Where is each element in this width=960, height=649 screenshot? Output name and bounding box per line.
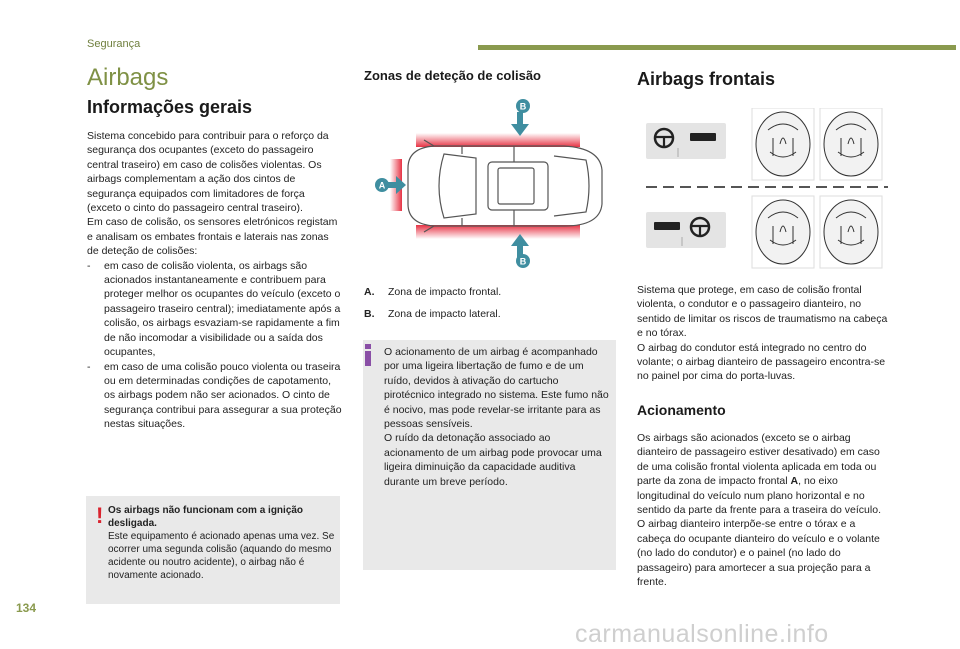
frontal-text xyxy=(637,283,892,384)
badge-b-top-label: B xyxy=(519,101,527,112)
side-impact-zone-top xyxy=(416,133,580,147)
warning-icon: ! xyxy=(96,503,104,528)
car-impact-zones-diagram xyxy=(364,96,619,271)
info-text xyxy=(384,345,610,489)
activation-text xyxy=(637,431,892,589)
general-text xyxy=(87,129,342,432)
bullet-text: em caso de colisão violenta, os airbags são acionados instantaneamente e contribuem para proteger melhor os ocupantes do veículo (exceto o passageiro traseiro central); imediatamente após a colisão, os airbags esvaziam-se rapidamente a fim de não incomodar a visibilidade ou a saída dos ocupantes, xyxy=(104,259,341,359)
zone-a-reference: A xyxy=(790,475,799,488)
info-icon xyxy=(365,344,371,366)
header-rule xyxy=(478,45,956,50)
info-paragraph-2: O ruído da detonação associado ao acionamento de um airbag pode provocar uma ligeira diminuição da capacidade auditiva durante um breve período. xyxy=(384,432,602,488)
list-item: - em caso de colisão violenta, os airbags são acionados instantaneamente e contribuem para proteger melhor os ocupantes do veículo (exceto o passageiro traseiro central); imediatamente após a colisão, os airbags esvaziam-se rapidamente a fim de não incomodar a visibilidade ou a saída dos ocupantes, xyxy=(87,259,341,359)
side-impact-zone-bottom xyxy=(416,225,580,239)
frontal-airbags-diagram xyxy=(640,108,890,270)
frontal-paragraph-1: Sistema que protege, em caso de colisão frontal violenta, o condutor e o passageiro dianteiro, no sentido de limitar os riscos de traumatismo na cabeça e no tórax. xyxy=(637,284,888,340)
badge-a-label: A xyxy=(378,180,386,191)
section-label: Segurança xyxy=(87,38,141,50)
activation-text-start: Os airbags são acionados (exceto se o airbag dianteiro de passageiro estiver desativado) em caso de uma colisão frontal violenta aplicada em toda ou parte da zona de impacto frontal xyxy=(637,432,880,488)
info-paragraph-1: O acionamento de um airbag é acompanhado por uma ligeira libertação de fumo e de um ruído, devidos à ativação do cartucho pirotécnico integrado no sistema. Este fumo não é nocivo, mas pode revelar-se irritante para as pessoas sensíveis. xyxy=(384,346,609,431)
activation-heading: Acionamento xyxy=(637,402,726,418)
frontal-paragraph-2: O airbag do condutor está integrado no centro do volante; o airbag dianteiro de passageiro encontra-se no painel por cima do porta-luvas. xyxy=(637,341,886,383)
list-item xyxy=(364,303,614,325)
frontal-heading: Airbags frontais xyxy=(637,69,776,89)
warning-text xyxy=(108,504,336,583)
bullet-text: em caso de uma colisão pouco violenta ou traseira ou em determinadas condições de capotamento, os airbags podem não ser acionados. O cinto de segurança contribui para assegurar a sua proteção nestas situações. xyxy=(104,360,342,431)
zones-heading: Zonas de deteção de colisão xyxy=(364,68,541,83)
zone-key: B. xyxy=(364,308,375,320)
activation-paragraph-2: O airbag dianteiro interpõe-se entre o tórax e a cabeça do ocupante dianteiro do veículo e o volante (no lado do condutor) e o painel (no lado do passageiro) para amortecer a sua projeção para a frente. xyxy=(637,518,880,589)
warning-body: Este equipamento é acionado apenas uma vez. Se ocorrer uma segunda colisão (aquando do mesmo acidente ou noutro acidente), o airbag não é novamente acionado. xyxy=(108,531,335,582)
zone-key: A. xyxy=(364,286,375,298)
page-title: Airbags xyxy=(87,64,169,91)
car-outline xyxy=(408,140,602,232)
watermark: carmanualsonline.info xyxy=(575,620,829,648)
warning-title: Os airbags não funcionam com a ignição desligada. xyxy=(108,505,304,530)
list-item xyxy=(364,281,614,303)
activation-text-end: , no eixo longitudinal do veículo num plano horizontal e no sentido da parte da frente para a traseira do veículo. xyxy=(637,475,881,517)
general-paragraph-1: Sistema concebido para contribuir para o reforço da segurança dos ocupantes (exceto do passageiro central traseiro) em caso de colisões violentas. Os airbags complementam a ação dos cintos de segurança equipados com limitadores de força (exceto o cinto do passageiro central traseiro). xyxy=(87,130,329,215)
passenger-side-panel xyxy=(646,212,726,248)
activation-paragraph-1 xyxy=(637,431,892,517)
page-number: 134 xyxy=(16,601,37,615)
zone-description: Zona de impacto frontal. xyxy=(388,286,502,298)
list-item: - em caso de uma colisão pouco violenta ou traseira ou em determinadas condições de capotamento, os airbags podem não ser acionados. O cinto de segurança contribui para assegurar a sua proteção nestas situações. xyxy=(87,360,342,431)
badge-b-bottom-label: B xyxy=(519,256,527,267)
general-paragraph-2: Em caso de colisão, os sensores eletrónicos registam e analisam os embates frontais e laterais nas zonas de deteção de colisões: xyxy=(87,216,338,258)
zone-legend xyxy=(364,281,614,325)
zone-description: Zona de impacto lateral. xyxy=(388,308,501,320)
arrow-side-top xyxy=(511,112,529,136)
driver-side-panel xyxy=(646,123,726,159)
general-heading: Informações gerais xyxy=(87,97,253,117)
